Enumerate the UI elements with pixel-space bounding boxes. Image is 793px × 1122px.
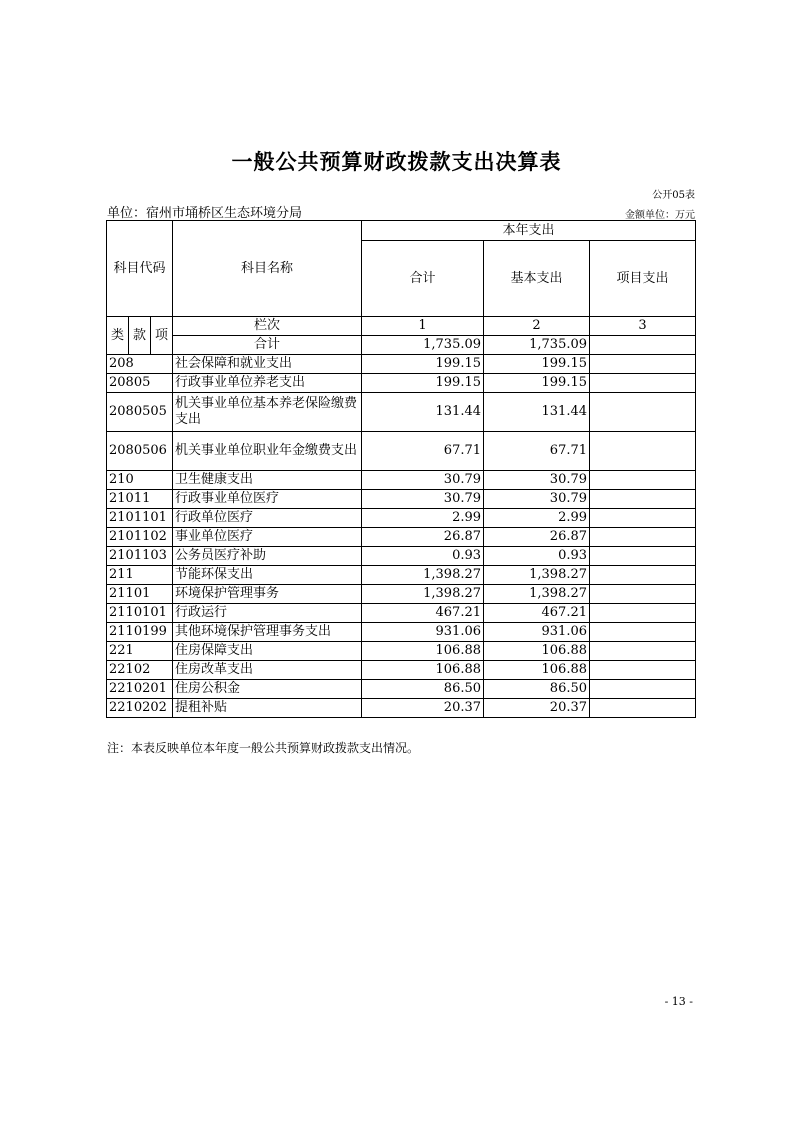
row-code: 2101103 xyxy=(107,547,173,566)
row-total: 30.79 xyxy=(362,490,484,509)
table-row xyxy=(107,471,696,490)
header-section: 款 xyxy=(129,317,151,355)
header-expense: 本年支出 xyxy=(362,221,696,241)
row-code: 2080506 xyxy=(107,432,173,471)
row-basic: 30.79 xyxy=(484,471,590,490)
sum-label: 合计 xyxy=(173,336,362,355)
row-total: 199.15 xyxy=(362,355,484,374)
table-row xyxy=(107,355,696,374)
row-basic: 106.88 xyxy=(484,642,590,661)
row-code: 211 xyxy=(107,566,173,585)
row-name: 事业单位医疗 xyxy=(173,528,362,547)
header-class: 类 xyxy=(107,317,129,355)
page-number: - 13 - xyxy=(664,995,693,1008)
row-basic: 86.50 xyxy=(484,680,590,699)
table-row xyxy=(107,490,696,509)
header-project: 项目支出 xyxy=(590,241,696,317)
row-basic: 26.87 xyxy=(484,528,590,547)
row-name: 行政运行 xyxy=(173,604,362,623)
row-project xyxy=(590,528,696,547)
row-name: 行政单位医疗 xyxy=(173,509,362,528)
table-row xyxy=(107,661,696,680)
row-project xyxy=(590,585,696,604)
row-project xyxy=(590,490,696,509)
row-name: 提租补贴 xyxy=(173,699,362,718)
row-name: 其他环境保护管理事务支出 xyxy=(173,623,362,642)
row-code: 2101102 xyxy=(107,528,173,547)
column-row-label: 栏次 xyxy=(173,317,362,336)
form-number: 公开05表 xyxy=(652,190,695,201)
row-code: 210 xyxy=(107,471,173,490)
row-name: 住房改革支出 xyxy=(173,661,362,680)
row-basic: 0.93 xyxy=(484,547,590,566)
row-name: 卫生健康支出 xyxy=(173,471,362,490)
row-total: 20.37 xyxy=(362,699,484,718)
row-code: 2110199 xyxy=(107,623,173,642)
row-project xyxy=(590,393,696,432)
row-code: 2210201 xyxy=(107,680,173,699)
row-total: 67.71 xyxy=(362,432,484,471)
row-name: 社会保障和就业支出 xyxy=(173,355,362,374)
unit-label: 单位：宿州市埇桥区生态环境分局 xyxy=(107,206,303,221)
header-code: 科目代码 xyxy=(107,221,173,317)
row-total: 467.21 xyxy=(362,604,484,623)
row-code: 2110101 xyxy=(107,604,173,623)
row-project xyxy=(590,566,696,585)
row-basic: 131.44 xyxy=(484,393,590,432)
row-name: 行政事业单位医疗 xyxy=(173,490,362,509)
row-project xyxy=(590,642,696,661)
footnote: 注：本表反映单位本年度一般公共预算财政拨款支出情况。 xyxy=(107,741,420,755)
table-row xyxy=(107,680,696,699)
row-basic: 20.37 xyxy=(484,699,590,718)
row-total: 106.88 xyxy=(362,642,484,661)
sum-project xyxy=(590,336,696,355)
row-name: 机关事业单位基本养老保险缴费支出 xyxy=(173,393,362,432)
table-row xyxy=(107,642,696,661)
table-row xyxy=(107,393,696,432)
row-code: 2080505 xyxy=(107,393,173,432)
row-total: 131.44 xyxy=(362,393,484,432)
row-total: 30.79 xyxy=(362,471,484,490)
row-name: 节能环保支出 xyxy=(173,566,362,585)
row-total: 931.06 xyxy=(362,623,484,642)
table-row xyxy=(107,604,696,623)
row-code: 208 xyxy=(107,355,173,374)
row-code: 21101 xyxy=(107,585,173,604)
row-total: 106.88 xyxy=(362,661,484,680)
table-row xyxy=(107,528,696,547)
row-project xyxy=(590,604,696,623)
row-basic: 199.15 xyxy=(484,374,590,393)
row-name: 公务员医疗补助 xyxy=(173,547,362,566)
table-row xyxy=(107,374,696,393)
row-code: 2210202 xyxy=(107,699,173,718)
header-basic: 基本支出 xyxy=(484,241,590,317)
row-name: 环境保护管理事务 xyxy=(173,585,362,604)
row-basic: 67.71 xyxy=(484,432,590,471)
row-project xyxy=(590,471,696,490)
table-row xyxy=(107,585,696,604)
row-total: 199.15 xyxy=(362,374,484,393)
row-code: 2101101 xyxy=(107,509,173,528)
table-row xyxy=(107,566,696,585)
page-title: 一般公共预算财政拨款支出决算表 xyxy=(231,150,562,174)
row-name: 住房公积金 xyxy=(173,680,362,699)
column-3: 3 xyxy=(590,317,696,336)
row-project xyxy=(590,509,696,528)
amount-unit-label: 金额单位：万元 xyxy=(625,210,695,221)
row-project xyxy=(590,680,696,699)
row-project xyxy=(590,661,696,680)
row-basic: 106.88 xyxy=(484,661,590,680)
row-total: 26.87 xyxy=(362,528,484,547)
row-basic: 1,398.27 xyxy=(484,585,590,604)
row-project xyxy=(590,623,696,642)
row-code: 221 xyxy=(107,642,173,661)
row-basic: 1,398.27 xyxy=(484,566,590,585)
row-project xyxy=(590,355,696,374)
row-name: 行政事业单位养老支出 xyxy=(173,374,362,393)
row-total: 0.93 xyxy=(362,547,484,566)
table-row xyxy=(107,699,696,718)
row-name: 机关事业单位职业年金缴费支出 xyxy=(173,432,362,471)
header-item: 项 xyxy=(151,317,173,355)
expenditure-table xyxy=(106,220,696,718)
table-row xyxy=(107,509,696,528)
column-1: 1 xyxy=(362,317,484,336)
row-basic: 931.06 xyxy=(484,623,590,642)
header-total: 合计 xyxy=(362,241,484,317)
table-row xyxy=(107,432,696,471)
row-project xyxy=(590,699,696,718)
row-project xyxy=(590,547,696,566)
sum-basic: 1,735.09 xyxy=(484,336,590,355)
header-name: 科目名称 xyxy=(173,221,362,317)
table-row xyxy=(107,623,696,642)
row-name: 住房保障支出 xyxy=(173,642,362,661)
row-total: 86.50 xyxy=(362,680,484,699)
sum-total: 1,735.09 xyxy=(362,336,484,355)
row-total: 1,398.27 xyxy=(362,585,484,604)
table-row xyxy=(107,547,696,566)
row-basic: 2.99 xyxy=(484,509,590,528)
row-total: 1,398.27 xyxy=(362,566,484,585)
column-2: 2 xyxy=(484,317,590,336)
row-code: 22102 xyxy=(107,661,173,680)
row-code: 20805 xyxy=(107,374,173,393)
row-basic: 467.21 xyxy=(484,604,590,623)
row-basic: 30.79 xyxy=(484,490,590,509)
row-basic: 199.15 xyxy=(484,355,590,374)
row-project xyxy=(590,374,696,393)
row-project xyxy=(590,432,696,471)
row-code: 21011 xyxy=(107,490,173,509)
row-total: 2.99 xyxy=(362,509,484,528)
